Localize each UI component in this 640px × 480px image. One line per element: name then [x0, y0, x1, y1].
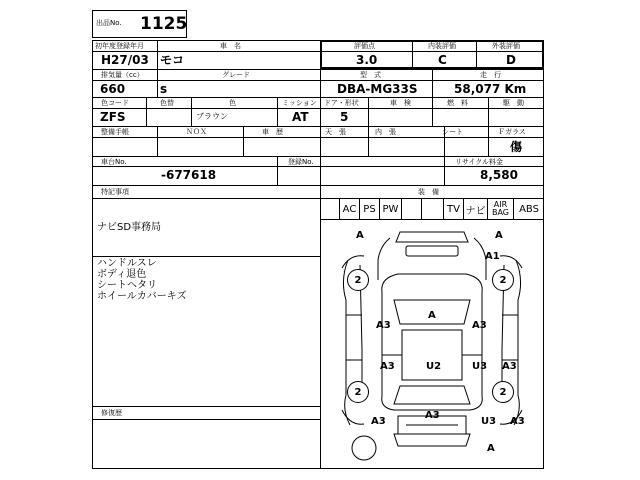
grid-line	[92, 156, 544, 157]
roof-label: 天 張	[325, 128, 346, 136]
reg-no-label: 登録No.	[288, 158, 314, 166]
grid-line	[92, 166, 544, 167]
top-body-outline	[382, 274, 483, 410]
equipment-empty	[320, 199, 340, 219]
grid-line	[92, 126, 544, 127]
grade-label: グレード	[222, 71, 250, 79]
note-line-3: シートヘタリ	[97, 280, 157, 291]
grid-line	[92, 256, 320, 257]
grid-line	[368, 126, 369, 156]
seat-label: シート	[442, 128, 463, 136]
repair-history-label: 修復歴	[101, 409, 122, 417]
rear-bumper-outline	[394, 434, 470, 446]
wheel-arch	[500, 256, 522, 268]
equipment-abs: ABS	[519, 203, 539, 215]
grid-line	[191, 97, 192, 126]
grid-line	[92, 69, 544, 70]
note-line-4: ホイールカバーキズ	[97, 291, 187, 302]
grid-line	[92, 406, 320, 407]
fglass-label: Ｆガラス	[498, 128, 526, 136]
mark-right-rear-door: A3	[502, 361, 517, 372]
mark-left-front-fender: A3	[376, 320, 391, 331]
equipment-row	[320, 199, 544, 220]
mileage-label: 走 行	[480, 71, 501, 79]
mileage-value: 58,077 Km	[454, 82, 527, 96]
grid-line	[277, 97, 278, 126]
grille-outline	[406, 246, 458, 256]
mark-right-rear-u3: U3	[481, 416, 497, 427]
mark-front-right: A	[495, 230, 503, 241]
color-label: 色	[229, 99, 236, 107]
manual-label: 整備手帳	[101, 128, 129, 136]
interior-tears-label: 内 張	[375, 128, 396, 136]
score-label: 評価点	[354, 42, 375, 50]
roof-outline	[402, 330, 462, 380]
car-name-value: モコ	[160, 53, 185, 67]
color-type-label: 色替	[160, 99, 174, 107]
grid-line	[92, 108, 544, 109]
mark-left-rear: A3	[371, 416, 386, 427]
first-reg-value: H27/03	[101, 53, 149, 67]
grid-line	[444, 156, 445, 185]
grid-line	[92, 97, 544, 98]
mark-rear-bumper: A	[487, 443, 495, 454]
equipment-label: 装 備	[418, 188, 439, 196]
doors-label: ドア・形状	[324, 99, 359, 107]
front-left-wheel: 2	[347, 269, 369, 291]
drive-label: 駆 動	[503, 99, 524, 107]
equipment-blank-2	[422, 199, 444, 219]
mark-right-rear-a3: A3	[510, 416, 525, 427]
recycle-value: 8,580	[480, 168, 518, 182]
score-value: 3.0	[356, 53, 378, 67]
exterior-value: D	[506, 53, 516, 67]
grid-line	[368, 97, 369, 126]
nox-label: ＮＯＸ	[186, 128, 207, 136]
chassis-label: 車台No.	[101, 158, 127, 166]
mark-right-front-fender: A3	[472, 320, 487, 331]
grade-value: s	[160, 82, 168, 96]
interior-value: C	[438, 53, 447, 67]
front-outline	[378, 238, 390, 280]
transmission-label: ミッション	[282, 99, 317, 107]
fuel-label: 燃 料	[447, 99, 468, 107]
grid-line	[92, 137, 544, 138]
mark-hood: A	[428, 310, 436, 321]
grid-line	[157, 126, 158, 156]
model-value: DBA-MG33S	[337, 82, 418, 96]
exterior-label: 外装評価	[492, 42, 520, 50]
wheel-arch	[342, 256, 364, 268]
mark-right-front-door: U3	[472, 361, 488, 372]
equipment-ps: PS	[360, 199, 380, 219]
chassis-value: -677618	[161, 168, 217, 182]
note-navi: ナビSD事務局	[97, 222, 162, 233]
rear-left-wheel: 2	[347, 381, 369, 403]
equipment-airbag: AIR BAG	[488, 199, 514, 219]
grid-line	[157, 40, 158, 98]
note-line-2: ボディ退色	[97, 269, 147, 280]
grid-line	[432, 97, 433, 126]
first-reg-label: 初年度登録年月	[95, 42, 144, 50]
car-name-label: 車 名	[220, 42, 241, 50]
mark-left-front-door: A3	[380, 361, 395, 372]
grid-line	[92, 185, 544, 186]
lot-number-label: 出品No.	[96, 19, 122, 27]
mark-front-left: A	[356, 230, 364, 241]
front-bumper-outline	[396, 232, 468, 242]
spare-tire-outline	[352, 436, 376, 460]
grid-line	[432, 69, 433, 98]
grid-line	[488, 97, 489, 126]
notes-label: 特記事項	[101, 188, 129, 196]
grid-line	[488, 126, 489, 156]
grid-line	[243, 126, 244, 156]
rear-right-wheel: 2	[492, 381, 514, 403]
lot-number: 1125	[140, 14, 188, 34]
mark-trunk: A3	[425, 410, 440, 421]
model-label: 型 式	[360, 71, 381, 79]
capacity-label: 車 検	[390, 99, 411, 107]
note-line-1: ハンドルスレ	[97, 258, 157, 269]
equipment-pw: PW	[380, 199, 402, 219]
doors-value: 5	[340, 110, 349, 124]
equipment-tv: TV	[444, 199, 464, 219]
displacement-value: 660	[100, 82, 126, 96]
fglass-value: 傷	[510, 140, 523, 154]
front-right-wheel: 2	[492, 269, 514, 291]
interior-label: 内装評価	[428, 42, 456, 50]
recycle-label: リサイクル料金	[455, 158, 504, 166]
displacement-label: 排気量（cc）	[101, 71, 144, 79]
equipment-blank-1	[402, 199, 422, 219]
equipment-navi: ナビ	[464, 199, 488, 219]
grid-line	[277, 156, 278, 185]
equipment-ac: AC	[340, 199, 360, 219]
color-code-label: 色コード	[101, 99, 129, 107]
mark-roof: U2	[426, 361, 442, 372]
color-code-value: ZFS	[100, 110, 126, 124]
grid-line	[92, 80, 544, 81]
color-value: ブラウン	[196, 112, 228, 121]
grid-line	[92, 419, 320, 420]
right-side-outline	[514, 260, 521, 425]
rear-window-outline	[394, 386, 470, 404]
car-diagram	[320, 220, 544, 469]
history-label: 車 歴	[262, 128, 283, 136]
mark-front-right-a1: A1	[485, 251, 500, 262]
grid-line	[146, 97, 147, 126]
transmission-value: AT	[292, 110, 309, 124]
